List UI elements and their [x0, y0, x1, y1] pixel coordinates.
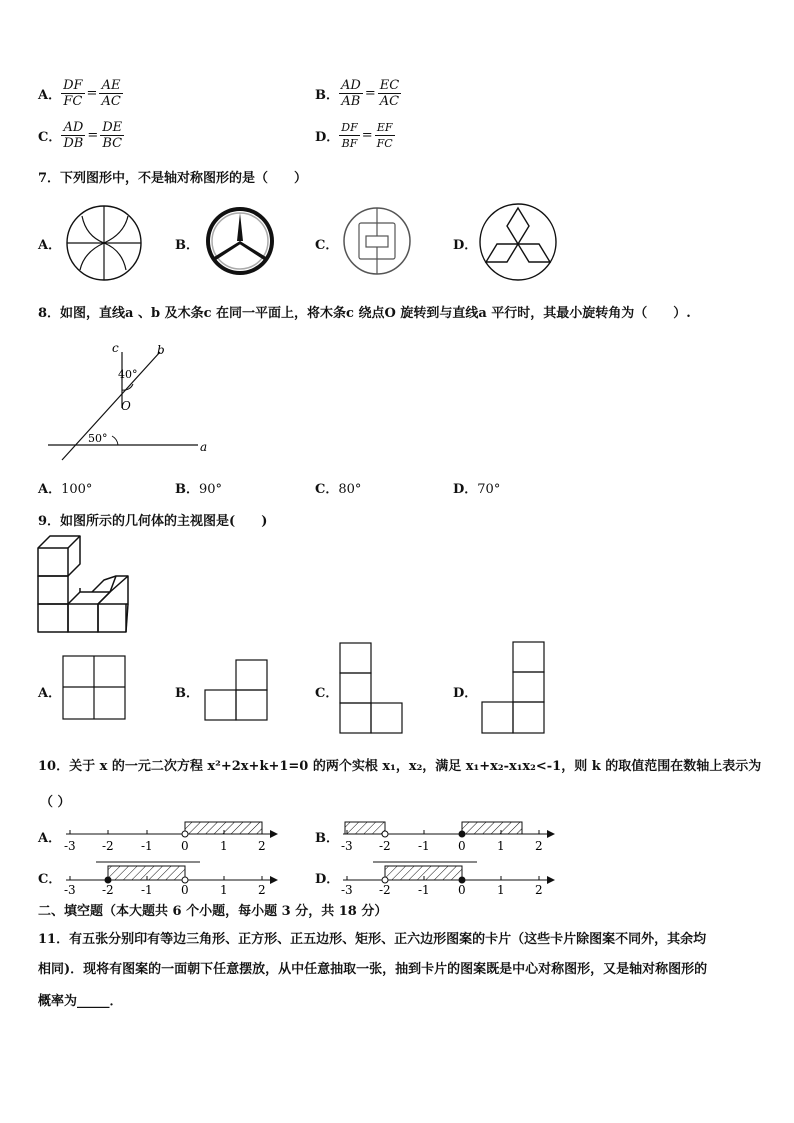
- q7-label-d: D．: [453, 238, 478, 253]
- q10-paren: （ ）: [40, 795, 71, 810]
- tick-label: 2: [535, 883, 543, 896]
- q7-label-b: B．: [175, 238, 199, 253]
- option-label: B．: [175, 482, 199, 497]
- q6-option-d: [315, 120, 395, 151]
- q7-label-a: A．: [38, 238, 62, 253]
- option-label: B．: [315, 88, 339, 103]
- option-value: 70°: [477, 482, 501, 497]
- front-view-option-d: [480, 641, 546, 734]
- tick-label: -2: [102, 883, 114, 896]
- fraction-numerator: AE: [99, 78, 122, 94]
- three-point-star-logo-figure: [204, 205, 276, 277]
- q8-option-d: [453, 478, 500, 497]
- circle-square-figure: [342, 206, 412, 276]
- front-view-option-b: [203, 659, 269, 721]
- tick-label: 0: [458, 883, 466, 896]
- equals-sign: =: [364, 86, 376, 101]
- q7-label-c: C．: [315, 238, 339, 253]
- fraction-denominator: AC: [379, 94, 400, 109]
- q9-cube-solid-figure: [36, 532, 132, 634]
- equals-sign: =: [87, 128, 99, 143]
- q10-label-d: D．: [315, 872, 340, 887]
- tick-label: 1: [220, 883, 228, 896]
- q10-label-a: A．: [38, 831, 62, 846]
- option-label: C．: [38, 130, 62, 145]
- option-value: 80°: [338, 482, 362, 497]
- q10-stem: 10．关于 x 的一元二次方程 x²+2x+k+1=0 的两个实根 x₁，x₂，满足 x₁+x₂-x₁x₂<-1，则 k 的取值范围在数轴上表示为: [38, 759, 762, 774]
- q9-label-d: D．: [453, 686, 478, 701]
- option-value: 100°: [61, 482, 93, 497]
- tick-label: -2: [379, 883, 391, 896]
- q8-option-c: [315, 478, 361, 497]
- fraction-denominator: FC: [63, 94, 83, 109]
- three-diamond-logo-figure: [478, 202, 558, 282]
- q11-line-3: 概率为_____．: [38, 994, 123, 1009]
- tick-label: -1: [141, 883, 153, 896]
- tick-label: -2: [102, 839, 114, 853]
- option-label: A．: [38, 88, 62, 103]
- q9-stem: 9．如图所示的几何体的主视图是( ): [38, 514, 268, 529]
- tick-label: -3: [64, 839, 76, 853]
- label-c: c: [112, 341, 119, 355]
- fraction-denominator: BC: [102, 136, 123, 151]
- equals-sign: =: [86, 86, 98, 101]
- fraction-numerator: DE: [102, 120, 123, 135]
- fraction-denominator: BF: [341, 137, 358, 150]
- tick-label: -3: [341, 839, 353, 853]
- fraction-numerator: AD: [341, 78, 361, 93]
- q8-option-a: [38, 478, 92, 497]
- front-view-option-a: [62, 655, 126, 721]
- q9-label-a: A．: [38, 686, 62, 701]
- option-label: D．: [453, 482, 478, 497]
- q10-label-b: B．: [315, 831, 339, 846]
- tick-label: 0: [181, 883, 189, 896]
- q8-option-b: [175, 478, 222, 497]
- section-heading: 二、填空题（本大题共 6 个小题，每小题 3 分，共 18 分）: [38, 904, 388, 919]
- fraction-numerator: EF: [375, 120, 395, 136]
- tick-label: 2: [535, 839, 543, 853]
- tick-label: 1: [497, 883, 505, 896]
- angle-40: 40°: [118, 368, 138, 381]
- label-b: b: [157, 343, 165, 357]
- tick-label: -2: [379, 839, 391, 853]
- q11-line-2: 相同)．现将有图案的一面朝下任意摆放，从中任意抽取一张，抽到卡片的图案既是中心对称图形，又是轴对称图形的: [38, 962, 708, 977]
- q6-option-a: [38, 78, 123, 109]
- q6-option-b: [315, 78, 401, 109]
- fraction-denominator: AB: [341, 94, 361, 109]
- q9-label-c: C．: [315, 686, 339, 701]
- fraction-denominator: AC: [101, 94, 121, 109]
- q7-stem: 7．下列图形中，不是轴对称图形的是（ ）: [38, 171, 308, 186]
- tick-label: 0: [458, 839, 466, 853]
- tick-label: 2: [258, 839, 266, 853]
- fraction-denominator: DB: [63, 136, 84, 151]
- q10-label-c: C．: [38, 872, 62, 887]
- tick-label: -1: [418, 883, 430, 896]
- fraction-numerator: DF: [63, 78, 83, 93]
- number-line-option-a: [60, 818, 282, 854]
- q8-stem: 8．如图，直线a 、b 及木条c 在同一平面上，将木条c 绕点O 旋转到与直线a 平行时，其最小旋转角为（ ）.: [38, 306, 691, 321]
- number-line-option-b: [337, 818, 559, 854]
- tick-label: 0: [181, 839, 189, 853]
- number-line-option-d: [337, 858, 559, 896]
- equals-sign: =: [361, 128, 373, 143]
- fraction-numerator: DF: [341, 121, 358, 134]
- tick-label: -1: [141, 839, 153, 853]
- tick-label: -3: [64, 883, 76, 896]
- front-view-option-c: [338, 642, 404, 734]
- angle-50: 50°: [88, 432, 108, 445]
- label-a: a: [200, 440, 208, 454]
- fraction-denominator: FC: [376, 137, 393, 150]
- q6-option-c: [38, 120, 124, 151]
- q11-line-1: 11．有五张分别印有等边三角形、正方形、正五边形、矩形、正六边形图案的卡片（这些卡片除图案不同外，其余均: [38, 932, 707, 947]
- tick-label: 2: [258, 883, 266, 896]
- q8-angle-figure: [40, 338, 230, 466]
- fraction-numerator: AD: [61, 120, 85, 136]
- q9-label-b: B．: [175, 686, 199, 701]
- label-o: O: [121, 399, 131, 413]
- tick-label: 1: [220, 839, 228, 853]
- option-label: C．: [315, 482, 339, 497]
- option-value: 90°: [199, 482, 223, 497]
- tick-label: -3: [341, 883, 353, 896]
- tick-label: -1: [418, 839, 430, 853]
- fraction-numerator: EC: [379, 78, 400, 93]
- pinwheel-circle-figure: [64, 204, 144, 282]
- number-line-option-c: [60, 858, 282, 896]
- tick-label: 1: [497, 839, 505, 853]
- option-label: D．: [315, 130, 340, 145]
- option-label: A．: [38, 482, 62, 497]
